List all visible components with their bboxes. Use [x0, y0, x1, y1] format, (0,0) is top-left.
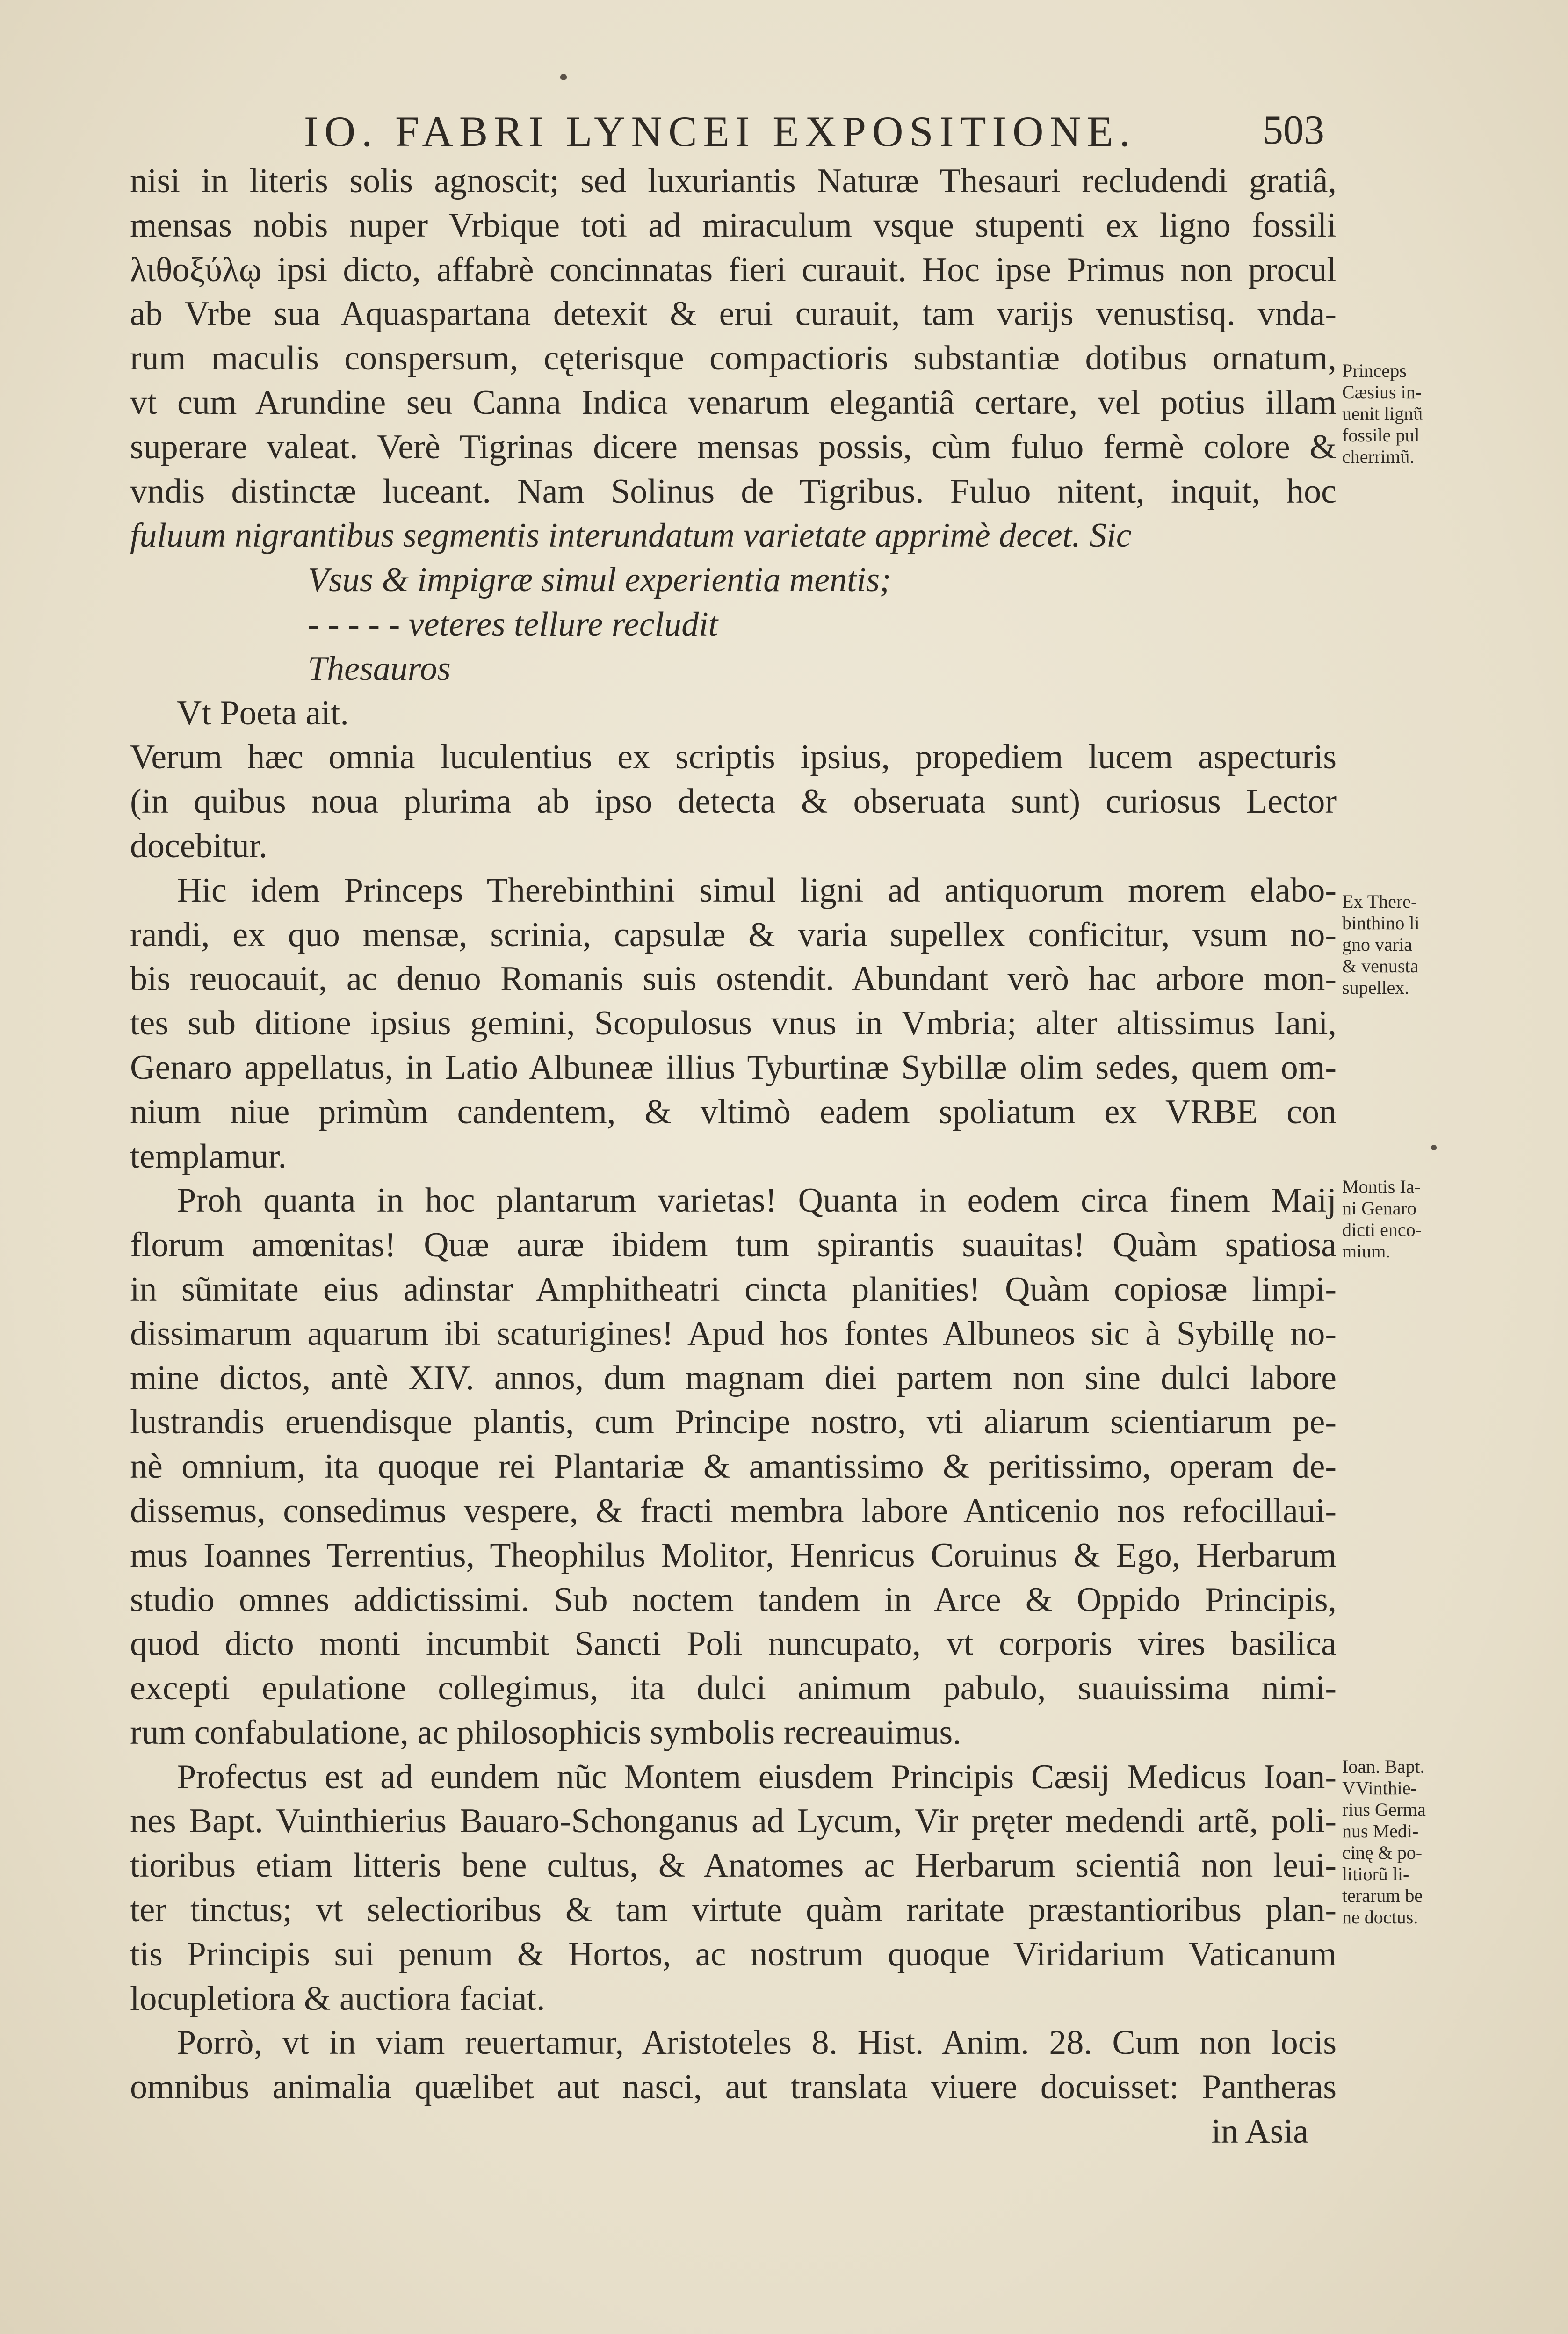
verse-line: Thesauros [308, 649, 451, 688]
text-line: Verum hæc omnia luculentius ex scriptis ipsius, propediem lucem aspecturis [130, 738, 1337, 777]
text-line: nè omnium, ita quoque rei Plantariæ & amantissimo & peritissimo, operam de- [130, 1447, 1337, 1486]
text-line: Proh quanta in hoc plantarum varietas! Quanta in eodem circa finem Maij [177, 1181, 1337, 1220]
margin-note [1342, 1176, 1482, 1262]
margin-note-line: litiorũ li- [1342, 1864, 1409, 1885]
margin-note-line: mium. [1342, 1241, 1391, 1262]
text-line: λιθοξύλῳ ipsi dicto, affabrè concinnatas fieri curauit. Hoc ipse Primus non procul [130, 250, 1337, 289]
text-line: bis reuocauit, ac denuo Romanis suis ostendit. Abundant verò hac arbore mon- [130, 960, 1337, 998]
text-line: Porrò, vt in viam reuertamur, Aristoteles 8. Hist. Anim. 28. Cum non locis [177, 2023, 1337, 2062]
text-line: tes sub ditione ipsius gemini, Scopulosus vnus in Vmbria; alter altissimus Iani, [130, 1004, 1337, 1043]
text-line: mensas nobis nuper Vrbique toti ad miraculum vsque stupenti ex ligno fossili [130, 206, 1337, 245]
text-line: Genaro appellatus, in Latio Albuneæ illius Tyburtinæ Sybillæ olim sedes, quem om- [130, 1048, 1337, 1087]
margin-note-line: cherrimũ. [1342, 446, 1415, 467]
margin-note-line: dicti enco- [1342, 1219, 1422, 1240]
running-title: IO. FABRI LYNCEI EXPOSITIONE. [304, 108, 1136, 155]
page-number: 503 [1263, 108, 1324, 153]
margin-note-line: cinę & po- [1342, 1842, 1423, 1863]
text-line: superare valeat. Verè Tigrinas dicere mensas possis, cùm fuluo fermè colore & [130, 427, 1337, 466]
text-line: (in quibus noua plurima ab ipso detecta & obseruata sunt) curiosus Lector [130, 782, 1337, 821]
margin-note-line: Ex There- [1342, 891, 1417, 912]
margin-note-line: gno varia [1342, 934, 1412, 955]
catchword-line: in Asia [1211, 2112, 1308, 2151]
text-line: quod dicto monti incumbit Sancti Poli nuncupato, vt corporis vires basilica [130, 1625, 1337, 1663]
margin-note-line: Montis Ia- [1342, 1176, 1421, 1197]
text-line: tis Principis sui penum & Hortos, ac nostrum quoque Viridarium Vaticanum [130, 1935, 1337, 1973]
text-line: locupletiora & auctiora faciat. [130, 1979, 545, 2018]
margin-note-line: Cæsius in- [1342, 382, 1422, 403]
ink-dot [1431, 1145, 1437, 1150]
margin-note-line: supellex. [1342, 977, 1409, 998]
margin-note-line: rius Germa [1342, 1799, 1426, 1820]
margin-note-line: ne doctus. [1342, 1907, 1418, 1928]
text-line: tioribus etiam litteris bene cultus, & Anatomes ac Herbarum scientiâ non leui- [130, 1846, 1337, 1885]
text-line: docebitur. [130, 826, 267, 865]
text-line: Profectus est ad eundem nũc Montem eiusdem Principis Cæsij Medicus Ioan- [177, 1757, 1337, 1796]
margin-note-line: Princeps [1342, 360, 1407, 381]
margin-note [1342, 891, 1482, 998]
text-line: vndis distinctæ luceant. Nam Solinus de Tigribus. Fuluo nitent, inquit, hoc [130, 472, 1337, 511]
text-line: dissemus, consedimus vespere, & fracti membra labore Anticenio nos refocillaui- [130, 1491, 1337, 1530]
margin-note [1342, 360, 1482, 468]
text-line: excepti epulatione collegimus, ita dulci animum pabulo, suauissima nimi- [130, 1669, 1337, 1708]
margin-note-line: binthino li [1342, 912, 1420, 933]
text-line: studio omnes addictissimi. Sub noctem tandem in Arce & Oppido Principis, [130, 1580, 1337, 1619]
margin-note-line: nus Medi- [1342, 1821, 1419, 1842]
margin-note-line: terarum be [1342, 1885, 1423, 1906]
text-line: mus Ioannes Terrentius, Theophilus Molitor, Henricus Coruinus & Ego, Herbarum [130, 1536, 1337, 1575]
text-line: nium niue primùm candentem, & vltimò eadem spoliatum ex VRBE con [130, 1092, 1337, 1131]
text-line: mine dictos, antè XIV. annos, dum magnam diei partem non sine dulci labore [130, 1358, 1337, 1397]
margin-note-line: ni Genaro [1342, 1198, 1416, 1219]
margin-note-line: & venusta [1342, 955, 1419, 976]
text-line: dissimarum aquarum ibi scaturigines! Apud hos fontes Albuneos sic à Sybillę no- [130, 1314, 1337, 1353]
text-line: Vt Poeta ait. [177, 694, 349, 732]
text-line: lustrandis eruendisque plantis, cum Principe nostro, vti aliarum scientiarum pe- [130, 1403, 1337, 1442]
ink-dot [560, 74, 567, 80]
text-line: florum amœnitas! Quæ auræ ibidem tum spirantis suauitas! Quàm spatiosa [130, 1226, 1337, 1265]
text-line: omnibus animalia quælibet aut nasci, aut translata viuere docuisset: Pantheras [130, 2068, 1337, 2107]
verse-line: Vsus & impigræ simul experientia mentis; [308, 561, 891, 600]
verse-line: - - - - - veteres tellure recludit [308, 605, 718, 643]
text-line: templamur. [130, 1137, 287, 1176]
margin-note [1342, 1756, 1482, 1928]
page-header [0, 107, 1568, 163]
text-line: fuluum nigrantibus segmentis interundatum varietate apprimè decet. Sic [130, 516, 1132, 555]
text-line: vt cum Arundine seu Canna Indica venarum elegantiâ certare, vel potius illam [130, 383, 1337, 422]
margin-note-line: uenit lignũ [1342, 403, 1423, 424]
margin-note-line: fossile pul [1342, 425, 1420, 446]
text-line: rum confabulatione, ac philosophicis symbolis recreauimus. [130, 1713, 961, 1752]
text-line: ter tinctus; vt selectioribus & tam virtute quàm raritate præstantioribus plan- [130, 1891, 1337, 1929]
text-line: rum maculis conspersum, cęterisque compactioris substantiæ dotibus ornatum, [130, 339, 1337, 378]
text-line: nes Bapt. Vuinthierius Bauaro-Schonganus ad Lycum, Vir pręter medendi artẽ, poli- [130, 1802, 1337, 1841]
margin-note-line: Ioan. Bapt. [1342, 1756, 1425, 1777]
text-line: Hic idem Princeps Therebinthini simul ligni ad antiquorum morem elabo- [177, 871, 1337, 910]
text-line: ab Vrbe sua Aquaspartana detexit & erui curauit, tam varijs venustisq. vnda- [130, 295, 1337, 333]
margin-note-line: VVinthie- [1342, 1778, 1417, 1799]
text-line: in sũmitate eius adinstar Amphitheatri cincta planities! Quàm copiosæ limpi- [130, 1270, 1337, 1308]
text-line: randi, ex quo mensæ, scrinia, capsulæ & varia supellex conficitur, vsum no- [130, 915, 1337, 954]
text-line: nisi in literis solis agnoscit; sed luxuriantis Naturæ Thesauri recludendi gratiâ, [130, 162, 1337, 200]
body-text [130, 159, 1337, 2310]
